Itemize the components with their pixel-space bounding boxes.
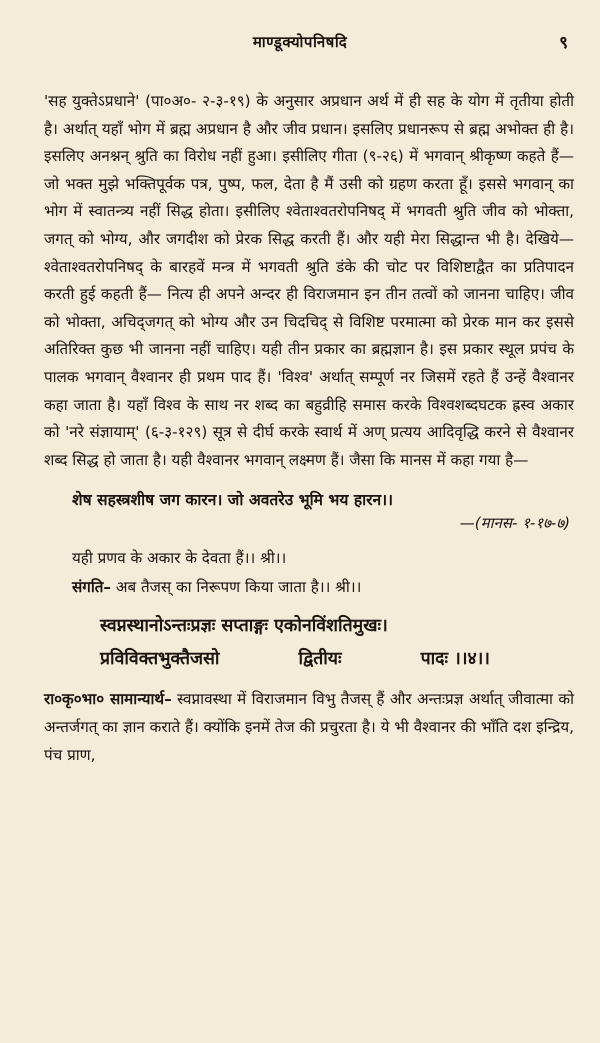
sangati-line [72,573,574,602]
body-text [44,88,574,769]
sanskrit-line-1: स्वप्नस्थानोऽन्तःप्रज्ञः सप्ताङ्गः एकोनविंशतिमुखः। [100,616,388,637]
running-head: माण्डूक्योपनिषदि [252,33,348,51]
paragraph-1: 'सह युक्तेऽप्रधाने' (पा०अ०- २-३-१९) के अनुसार अप्रधान अर्थ में ही सह के योग में तृतीया होती है। अर्थात् यहाँ भोग में ब्रह्म अप्रधान है और जीव प्रधान। इसलिए प्रधानरूप से ब्रह्म अभोक्त ही है। इसलिए अनश्नन् श्रुति का विरोध नहीं हुआ। इसीलिए गीता (९-२६) में भगवान् श्रीकृष्ण कहते हैं— जो भक्त मुझे भक्तिपूर्वक पत्र, पुष्प, फल, देता है मैं उसी को ग्रहण करता हूँ। इससे भगवान् का भोग में स्वातन्त्र्य नहीं सिद्ध होता। इसीलिए श्वेताश्वतरोपनिषद् में भगवती श्रुति जीव को भोक्ता, जगत् को भोग्य, और जगदीश को प्रेरक सिद्ध करती हैं। और यही मेरा सिद्धान्त भी है। देखिये— श्वेताश्वतरोपनिषद् के बारहवें मन्त्र में भगवती श्रुति डंके की चोट पर विशिष्टाद्वैत का प्रतिपादन करती हुई कहती हैं— नित्य ही अपने अन्दर ही विराजमान इन तीन तत्वों को जानना चाहिए। जीव को भोक्ता, अचिद्जगत् को भोग्य और उन चिदचिद् से विशिष्ट परमात्मा को प्रेरक मान कर इससे अतिरिक्त कुछ भी जानना नहीं चाहिए। यही तीन प्रकार का ब्रह्मज्ञान है। इस प्रकार स्थूल प्रपंच के पालक भगवान् वैश्वानर ही प्रथम पाद हैं। 'विश्व' अर्थात् सम्पूर्ण नर जिसमें रहते हैं उन्हें वैश्वानर कहा जाता है। यहाँ विश्व के साथ नर शब्द का बहुव्रीहि समास करके विश्वशब्दघटक ह्रस्व अकार को 'नरे संज्ञायाम्' (६-३-१२९) सूत्र से दीर्घ करके स्वार्थ में अण् प्रत्यय आदिवृद्धि करने से वैश्वानर शब्द सिद्ध हो जाता है। यही वैश्वानर भगवान् लक्ष्मण हैं। जैसा कि मानस में कहा गया है— [44,92,574,469]
sanskrit-line-2-part-3: पादः ।।४।। [420,649,490,670]
manas-reference: —(मानस- १-१७-७) [459,514,570,533]
page-header [0,30,600,56]
sanskrit-line-2-part-1: प्रविविक्तभुक्तैजसो [100,649,220,670]
meaning-text: स्वप्नावस्था में विराजमान विभु तैजस् हैं और अन्तःप्रज्ञ अर्थात् जीवात्मा को अन्तर्जगत् का ज्ञान कराते हैं। क्योंकि इनमें तेज की प्रचुरता है। ये भी वैश्वानर की भाँति दश इन्द्रिय, पंच प्राण, [44,690,575,764]
sanskrit-verse [100,610,574,676]
meaning-paragraph [44,686,574,769]
sanskrit-line-2 [100,643,490,676]
meaning-label: रा०कृ०भा० सामान्यार्थ– [44,690,172,709]
page-number: ९ [559,33,568,53]
pranava-line: यही प्रणव के अकार के देवता हैं।। श्री।। [72,549,287,568]
sangati-label: संगति– [72,578,112,597]
manas-verse: शेष सहस्त्रशीष जग कारन। जो अवतरेउ भूमि भय हारन।। [72,491,394,510]
sanskrit-line-2-part-2: द्वितीयः [298,649,342,670]
sangati-text: अब तैजस् का निरूपण किया जाता है।। श्री।। [111,578,362,597]
